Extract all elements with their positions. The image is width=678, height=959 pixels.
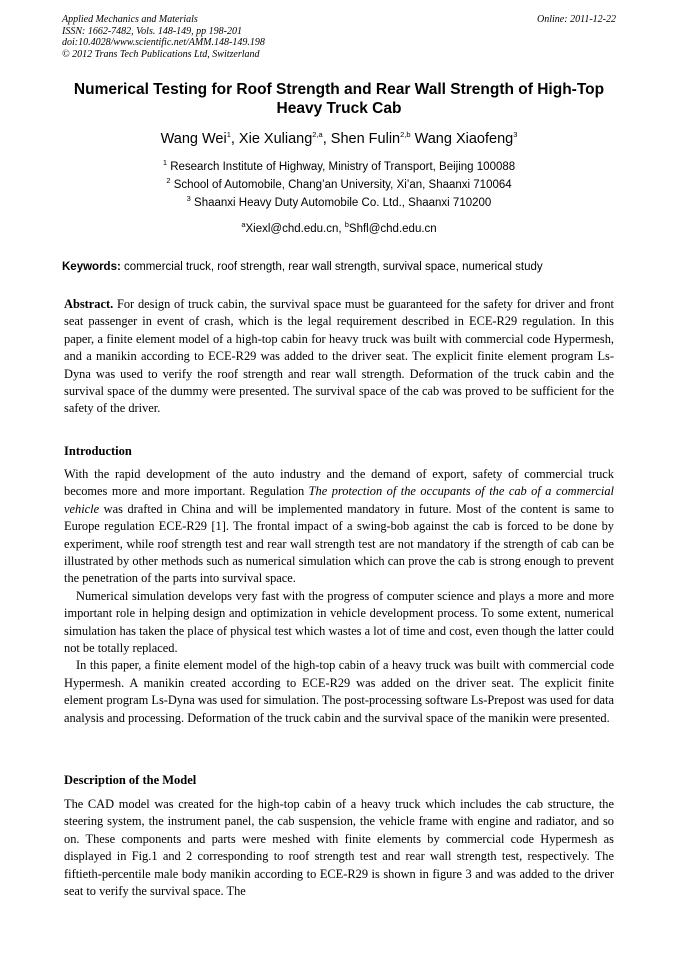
keywords — [62, 260, 616, 274]
affiliation-2-mark: 2 — [166, 176, 171, 186]
author-2: , Xie Xuliang — [230, 131, 313, 147]
paper-title — [62, 80, 616, 118]
affiliation-2 — [62, 178, 616, 192]
affiliation-1-mark: 1 — [162, 158, 167, 168]
intro-paragraph-2: Numerical simulation develops very fast with the progress of computer science and plays a more and more important role in helping design and optimization in vehicle development process. To some extent, numerical simulation has taken the place of physical test which wastes a lot of time and cost, even though the latter could not be totally replaced. — [64, 588, 614, 656]
section-heading-introduction: Introduction — [64, 444, 132, 458]
abstract-label: Abstract. — [64, 297, 114, 311]
author-4: Wang Xiaofeng — [410, 131, 514, 147]
author-1-affil: 1 — [226, 130, 231, 140]
model-paragraph-1: The CAD model was created for the high-top cabin of a heavy truck which includes the cab structure, the steering system, the instrument panel, the cab suspension, the vehicle frame with engine and radiator, and so on. These components and parts were meshed with finite elements by commercial code Hypermesh as displayed in Fig.1 and 2 corresponding to roof strength test and rear wall strength test, respectively. The fiftieth-percentile male body manikin according to ECE-R29 is shown in figure 3 and was added to the driver seat to verify the survival space. The — [64, 797, 614, 899]
copyright-line: © 2012 Trans Tech Publications Ltd, Switzerland — [62, 48, 260, 60]
author-1: Wang Wei — [160, 131, 227, 147]
affiliation-3-text: Shaanxi Heavy Duty Automobile Co. Ltd., Shaanxi 710200 — [190, 197, 492, 209]
author-2-affil: 2,a — [312, 130, 323, 140]
intro-paragraph-3: In this paper, a finite element model of the high-top cabin of a heavy truck was built with commercial code Hypermesh. A manikin created according to ECE-R29 was added on the driver seat. The explicit finite element program Ls-Dyna was used for simulation. The post-processing software Ls-Prepost was used for data analysis and processing. Deformation of the truck cabin and the survival space of the manikin were presented. — [64, 658, 614, 725]
email-b: Shfl@chd.edu.cn — [348, 223, 437, 235]
affiliation-3-mark: 3 — [186, 194, 191, 204]
keywords-label: Keywords: — [62, 261, 121, 273]
intro-p1-text-b: was drafted in China and will be implemented mandatory in future. Most of the content is same to Europe regulation ECE-R29 [1]. The frontal impact of a swing-bob against the cab is forced to be done by experiment, while roof strength test and rear wall strength test are not mandatory if the strength of cab can be illustrated by other methods such as numerical simulation which can prove the cab is strong enough to prevent the penetration of the parts into survival space. — [64, 501, 614, 586]
email-a: Xiexl@chd.edu.cn, — [245, 223, 345, 235]
title-line-2: Heavy Truck Cab — [276, 100, 402, 117]
author-3-affil: 2,b — [400, 130, 411, 140]
affiliation-1-text: Research Institute of Highway, Ministry of Transport, Beijing 100088 — [167, 161, 516, 173]
email-b-mark: b — [344, 220, 349, 230]
online-date: Online: 2011-12-22 — [537, 14, 616, 25]
affiliation-3 — [62, 196, 616, 210]
journal-header — [62, 14, 616, 60]
abstract-text: For design of truck cabin, the survival space must be guaranteed for the safety for driver and front seat passenger in event of crash, which is the legal requirement described in ECE-R29 regulation. In this paper, a finite element model of a high-top cabin for heavy truck was built with commercial code Hypermesh, and a manikin according to ECE-R29 was added to the driver seat. The explicit finite element program Ls-Dyna was used to verify the roof strength and rear wall strength. Deformation of the truck cabin and the survival space of the dummy were presented. The survival space of the cab was proved to be sufficient for the safety of the driver. — [64, 297, 614, 416]
author-list — [62, 130, 616, 148]
intro-paragraph-1 — [64, 466, 614, 588]
journal-name: Applied Mechanics and Materials — [62, 14, 198, 25]
affiliation-2-text: School of Automobile, Chang’an University, Xi’an, Shaanxi 710064 — [170, 179, 512, 191]
affiliation-1 — [62, 160, 616, 174]
section-heading-model: Description of the Model — [64, 773, 197, 787]
email-line — [62, 222, 616, 236]
title-line-1: Numerical Testing for Roof Strength and Rear Wall Strength of High-Top — [73, 81, 605, 98]
abstract — [64, 296, 614, 418]
author-4-affil: 3 — [513, 130, 518, 140]
model-body — [64, 796, 614, 900]
intro-p1-text-a: With the rapid development of the auto industry and the demand of export, safety of commercial truck becomes more and more important. Regulation — [64, 467, 614, 499]
regulation-title: The protection of the occupants of the cab of a commercial vehicle — [64, 484, 614, 516]
introduction-body — [64, 466, 614, 727]
issn-line: ISSN: 1662-7482, Vols. 148-149, pp 198-201 — [62, 25, 242, 37]
keywords-text: commercial truck, roof strength, rear wall strength, survival space, numerical study — [120, 261, 543, 273]
author-3: , Shen Fulin — [322, 131, 401, 147]
doi-line: doi:10.4028/www.scientific.net/AMM.148-149.198 — [62, 37, 265, 48]
email-a-mark: a — [241, 220, 246, 230]
